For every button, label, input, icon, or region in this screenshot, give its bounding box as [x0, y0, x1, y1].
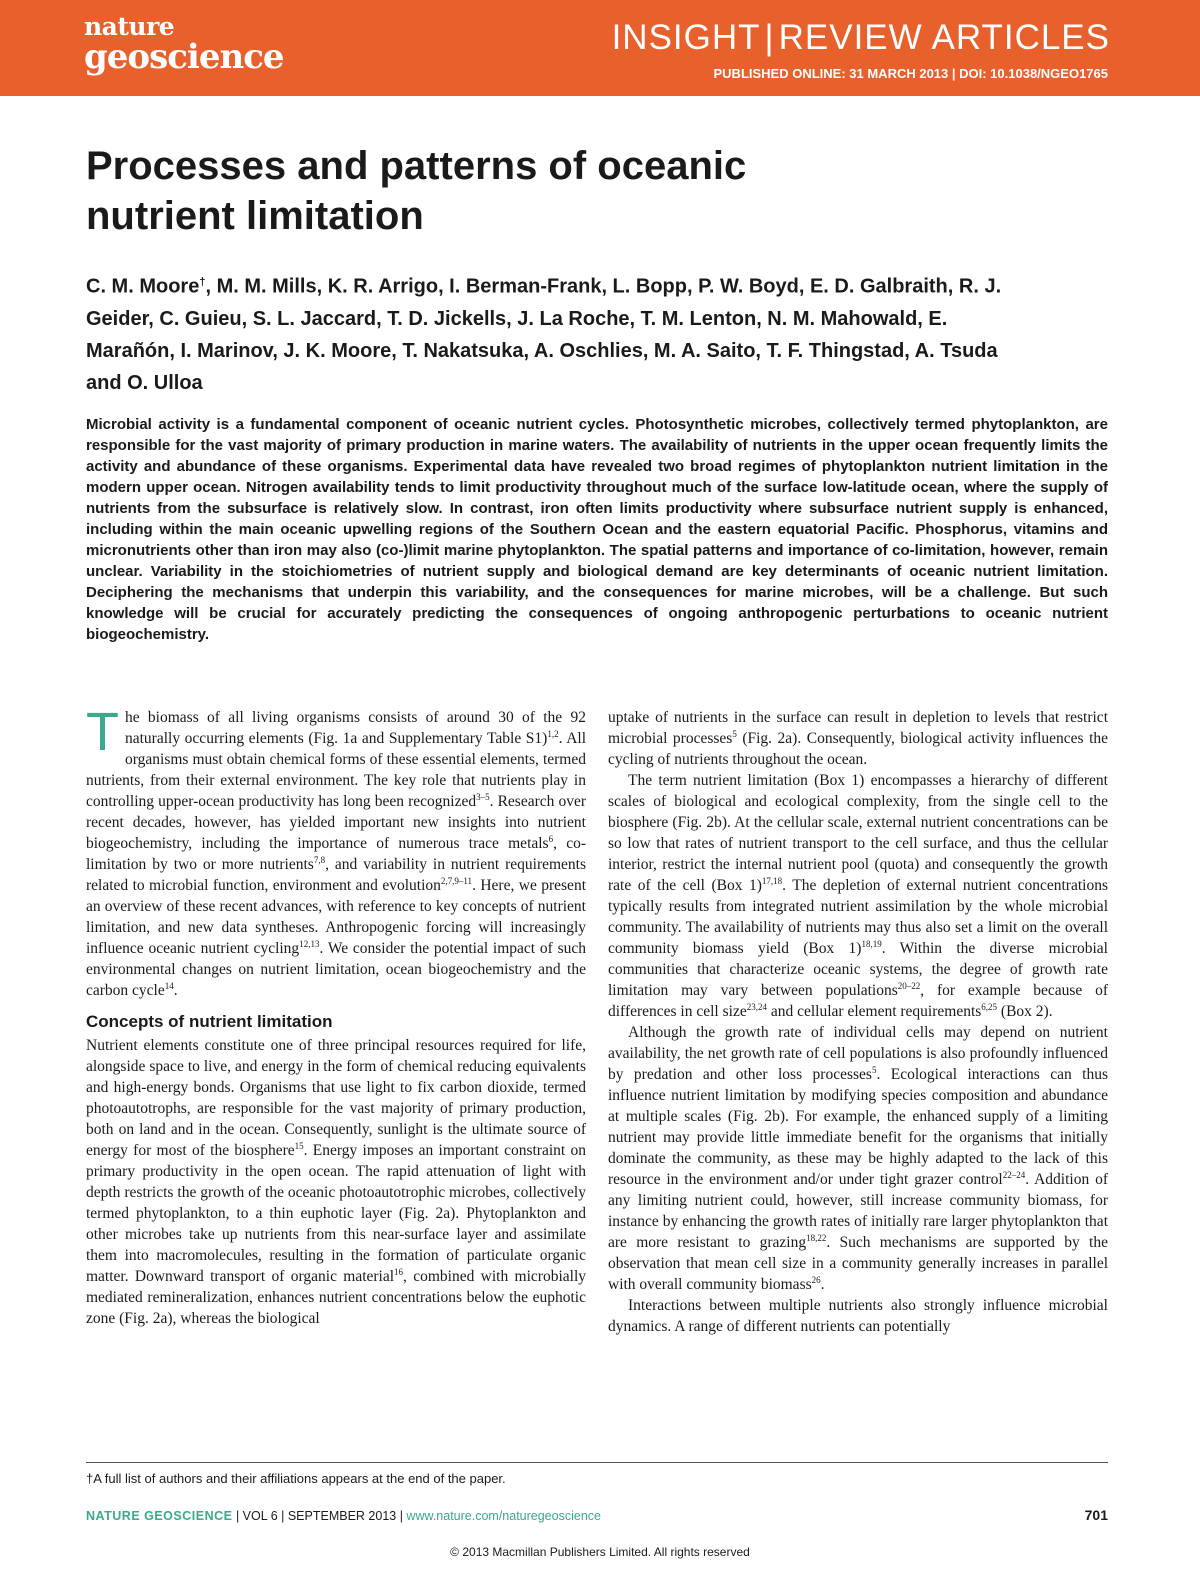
- page-footer: [86, 1509, 601, 1523]
- intro-paragraph: The biomass of all living organisms consists of around 30 of the 92 naturally occurring elements (Fig. 1a and Supplementary Table S1)$^{1,2}$. All organisms must obtain chemical forms of these essential elements, termed nutrients, from their external environment. The key role that nutrients play in controlling upper-ocean productivity has long been recognized$^{3-5}$. Research over recent decades, however, has yielded important new insights into nutrient biogeochemistry, including the importance of numerous trace metals$^6$, co-limitation by two or more nutrients$^{7,8}$, and variability in nutrient requirements related to microbial function, environment and evolution$^{2,7,9-11}$. Here, we present an overview of these recent advances, with reference to key concepts of nutrient limitation, and new data syntheses. Anthropogenic forcing will increasingly influence oceanic nutrient cycling$^{12,13}$. We consider the potential impact of such environmental changes on nutrient limitation, ocean biogeochemistry and the carbon cycle$^{14}$.: [86, 702, 587, 999]
- first-author: C. M. Moore: [86, 275, 200, 298]
- concepts-paragraph: Nutrient elements constitute one of three principal resources required for life, alongside space to live, and energy in the form of chemical reducing equivalents and high-energy bonds. Organisms that use light to fix carbon dioxide, termed photoautotrophs, are responsible for the vast majority of primary production, both on land and in the ocean. Consequently, sunlight is the ultimate source of energy for most of the biosphere$^{15}$. Energy imposes an important constraint on primary productivity in the open ocean. The rapid attenuation of light with depth restricts the growth of the oceanic photoautotrophic microbes, collectively termed phytoplankton, to a thin euphotic layer (Fig. 2a). Phytoplankton and other microbes take up nutrients from this near-surface layer and assimilate them into macromolecules, resulting in the formation of particulate organic matter. Downward transport of organic material$^{16}$, combined with microbially mediated remineralization, enhances nutrient concentrations below the euphotic zone (Fig. 2a), whereas the biological: [86, 1037, 586, 1327]
- copyright-notice: © 2013 Macmillan Publishers Limited. All rights reserved: [450, 1545, 750, 1559]
- growth-rate-paragraph: Although the growth rate of individual cells may depend on nutrient availability, the net growth rate of cell populations is also profoundly influenced by predation and other loss processes$^5$. Ecological interactions can thus influence nutrient limitation by modifying species composition and abundance at multiple scales (Fig. 2b). For example, the enhanced supply of a limiting nutrient may provide little immediate benefit for the organisms that initially dominate the community, as these may be highly adapted to the lack of this resource in the environment and/or under tight grazer control$^{22-24}$. Addition of any limiting nutrient could, however, still increase community biomass, for instance by enhancing the growth rates of initially rare larger phytoplankton that are more resistant to grazing$^{18,22}$. Such mechanisms are supported by the observation that mean cell size in a community generally increases in parallel with overall community biomass$^{26}$.: [608, 1024, 1108, 1293]
- abstract: Microbial activity is a fundamental component of oceanic nutrient cycles. Photosynthetic microbes, collectively termed phytoplankton, are responsible for the vast majority of primary production in marine waters. The availability of nutrients in the upper ocean frequently limits the activity and abundance of these organisms. Experimental data have revealed two broad regimes of phytoplankton nutrient limitation in the modern upper ocean. Nitrogen availability tends to limit productivity throughout much of the surface low-latitude ocean, where the supply of nutrients from the subsurface is relatively slow. In contrast, iron often limits productivity where subsurface nutrient supply is enhanced, including within the main oceanic upwelling regions of the Southern Ocean and the eastern equatorial Pacific. Phosphorus, vitamins and micronutrients other than iron may also (co-)limit marine phytoplankton. The spatial patterns and importance of co-limitation, however, remain unclear. Variability in the stoichiometries of nutrient supply and biological demand are key determinants of oceanic nutrient limitation. Deciphering the mechanisms that underpin this variability, and the consequences for marine microbes, will be a challenge. But such knowledge will be crucial for accurately predicting the consequences of ongoing anthropogenic perturbations to oceanic nutrient biogeochemistry.: [86, 416, 1108, 643]
- section-label: [612, 18, 1110, 58]
- article-title: [86, 141, 986, 241]
- title-line-1: Processes and patterns of oceanic: [86, 144, 747, 188]
- logo-line-nature: nature: [84, 12, 175, 41]
- footnote-divider: [86, 1462, 1108, 1463]
- author-list: [86, 266, 1026, 399]
- article-type: REVIEW ARTICLES: [778, 18, 1110, 57]
- interactions-paragraph: Interactions between multiple nutrients also strongly influence microbial dynamics. A range of different nutrients can potentially: [608, 1297, 1108, 1335]
- section-separator: |: [764, 18, 775, 57]
- body-column-left: [86, 702, 587, 1329]
- journal-header-banner: [0, 0, 1200, 96]
- page-number: 701: [1084, 1507, 1108, 1523]
- journal-logo[interactable]: [84, 12, 284, 77]
- section-insight: INSIGHT: [611, 18, 761, 57]
- footer-journal-name: NATURE GEOSCIENCE: [86, 1509, 233, 1523]
- author-footnote: †A full list of authors and their affiliations appears at the end of the paper.: [86, 1471, 506, 1486]
- section-heading: Concepts of nutrient limitation: [86, 1012, 333, 1031]
- title-line-2: nutrient limitation: [86, 194, 424, 238]
- nutrient-limitation-paragraph: The term nutrient limitation (Box 1) encompasses a hierarchy of different scales of biological and ecological complexity, from the single cell to the biosphere (Fig. 2b). At the cellular scale, external nutrient concentrations can be so low that rates of nutrient transport to the cell surface, and thus the cellular interior, restrict the internal nutrient pool (quota) and consequently the growth rate of the cell (Box 1)$^{17,18}$. The depletion of external nutrient concentrations typically results from integrated nutrient assimilation by the whole microbial community. The availability of nutrients may thus also set a limit on the overall community biomass yield (Box 1)$^{18,19}$. Within the diverse microbial communities that characterize oceanic systems, the degree of growth rate limitation may vary between populations$^{20-22}$, for example because of differences in cell size$^{23,24}$ and cellular element requirements$^{6,25}$ (Box 2).: [608, 772, 1108, 1020]
- dagger-mark: †: [199, 276, 206, 288]
- continued-paragraph: uptake of nutrients in the surface can result in depletion to levels that restrict microbial processes$^5$ (Fig. 2a). Consequently, biological activity influences the cycling of nutrients throughout the ocean.: [608, 709, 1108, 768]
- other-authors: , M. M. Mills, K. R. Arrigo, I. Berman-Frank, L. Bopp, P. W. Boyd, E. D. Galbraith, R. J. Geider, C. Guieu, S. L. Jaccard, T. D. Jickells, J. La Roche, T. M. Lenton, N. M. Mahowald, E. Marañón, I. Marinov, J. K. Moore, T. Nakatsuka, A. Oschlies, M. A. Saito, T. F. Thingstad, A. Tsuda and O. Ulloa: [86, 275, 1002, 394]
- journal-url-link[interactable]: www.nature.com/naturegeoscience: [406, 1509, 601, 1523]
- footer-issue-details: | VOL 6 | SEPTEMBER 2013 |: [232, 1509, 407, 1523]
- logo-line-geoscience: geoscience: [84, 37, 284, 77]
- body-column-right: [608, 707, 1108, 1337]
- publication-info: PUBLISHED ONLINE: 31 MARCH 2013 | DOI: 10.1038/NGEO1765: [713, 66, 1108, 81]
- drop-cap: T: [86, 702, 119, 762]
